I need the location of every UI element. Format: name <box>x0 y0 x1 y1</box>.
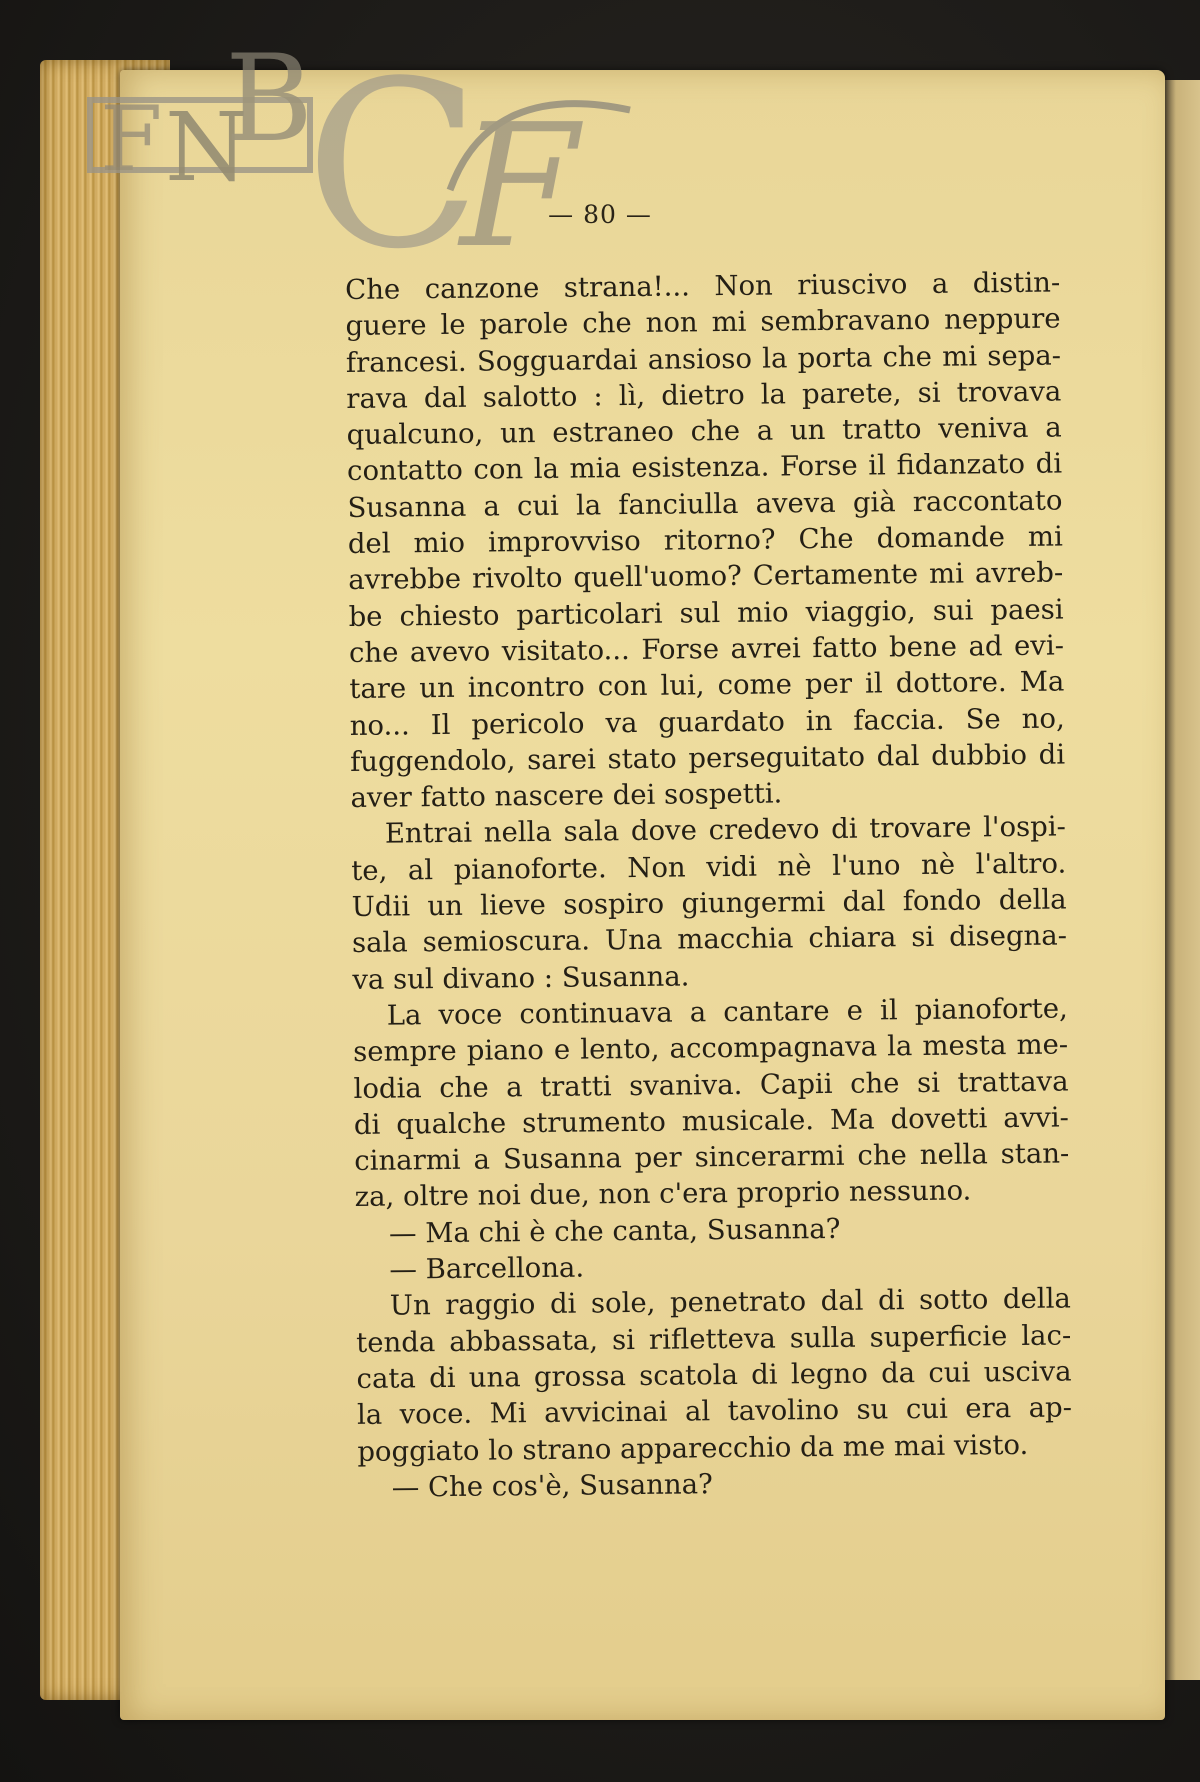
svg-text:B: B <box>225 30 314 169</box>
text-line: Che canzone strana!... Non riuscivo a distin- <box>345 266 1061 306</box>
text-line: La voce continuava a cantare e il pianoforte, <box>386 992 1068 1032</box>
text-line: Entrai nella sala dove credevo di trovare l'ospi- <box>384 810 1067 851</box>
text-line: avrebbe rivolto quell'uomo? Certamente mi avreb- <box>348 556 1064 597</box>
text-line: che avevo visitato... Forse avrei fatto bene ad evi- <box>348 629 1065 669</box>
svg-text:F: F <box>460 88 578 260</box>
text-line: contatto con la mia esistenza. Forse il fidanzato di <box>346 447 1063 488</box>
text-line: del mio improvviso ritorno? Che domande mi <box>347 520 1063 561</box>
text-line: poggiato lo strano apparecchio da me mai visto. <box>357 1428 1029 1468</box>
adjacent-page-edge <box>1160 80 1200 1680</box>
text-line: di qualche strumento musicale. Ma dovetti avvi- <box>353 1101 1070 1141</box>
text-line: be chiesto particolari sul mio viaggio, sui paesi <box>348 593 1064 633</box>
text-line: va sul divano : Susanna. <box>352 960 690 996</box>
svg-text:F: F <box>100 87 163 192</box>
text-line: Udii un lieve sospiro giungermi dal fondo della <box>351 883 1067 924</box>
text-line: la voce. Mi avvicinai al tavolino su cui era ap- <box>356 1391 1073 1432</box>
text-line: — Barcellona. <box>389 1251 585 1286</box>
svg-text:C: C <box>305 33 481 260</box>
text-line: guere le parole che non mi sembravano neppure <box>345 302 1061 343</box>
text-line: sempre piano e lento, accompagnava la mesta me- <box>353 1028 1069 1069</box>
text-line: cata di una grossa scatola di legno da cui usciva <box>356 1355 1072 1395</box>
text-line: — Che cos'è, Susanna? <box>391 1468 713 1504</box>
body-text <box>345 265 1073 1507</box>
text-line: aver fatto nascere dei sospetti. <box>350 777 783 815</box>
text-line: qualcuno, un estraneo che a un tratto veniva a <box>346 411 1062 452</box>
text-line: cinarmi a Susanna per sincerarmi che nella stan- <box>354 1137 1070 1178</box>
text-line: tare un incontro con lui, come per il dottore. Ma <box>349 665 1065 706</box>
text-line: sala semioscura. Una macchia chiara si disegna- <box>351 919 1068 960</box>
text-line: lodia che a tratti svaniva. Capii che si trattava <box>353 1065 1069 1105</box>
text-line: no... Il pericolo va guardato in faccia. Se no, <box>349 702 1065 742</box>
text-line: — Ma chi è che canta, Susanna? <box>388 1212 841 1250</box>
text-line: za, oltre noi due, non c'era proprio nessuno. <box>354 1174 972 1214</box>
text-line: rava dal salotto : lì, dietro la parete, si trovava <box>346 375 1062 415</box>
text-line: tenda abbassata, si rifletteva sulla superficie lac- <box>356 1319 1072 1359</box>
page-number: — 80 — <box>548 200 652 229</box>
text-line: fuggendolo, sarei stato perseguitato dal dubbio di <box>349 738 1066 778</box>
text-line: Susanna a cui la fanciulla aveva già raccontato <box>347 484 1063 524</box>
svg-text:N: N <box>165 93 249 203</box>
text-line: Un raggio di sole, penetrato dal di sotto della <box>389 1282 1071 1322</box>
text-line: te, al pianoforte. Non vidi nè l'uno nè l'altro. <box>351 847 1067 887</box>
text-line: francesi. Sogguardai ansioso la porta che mi sepa- <box>345 339 1062 379</box>
